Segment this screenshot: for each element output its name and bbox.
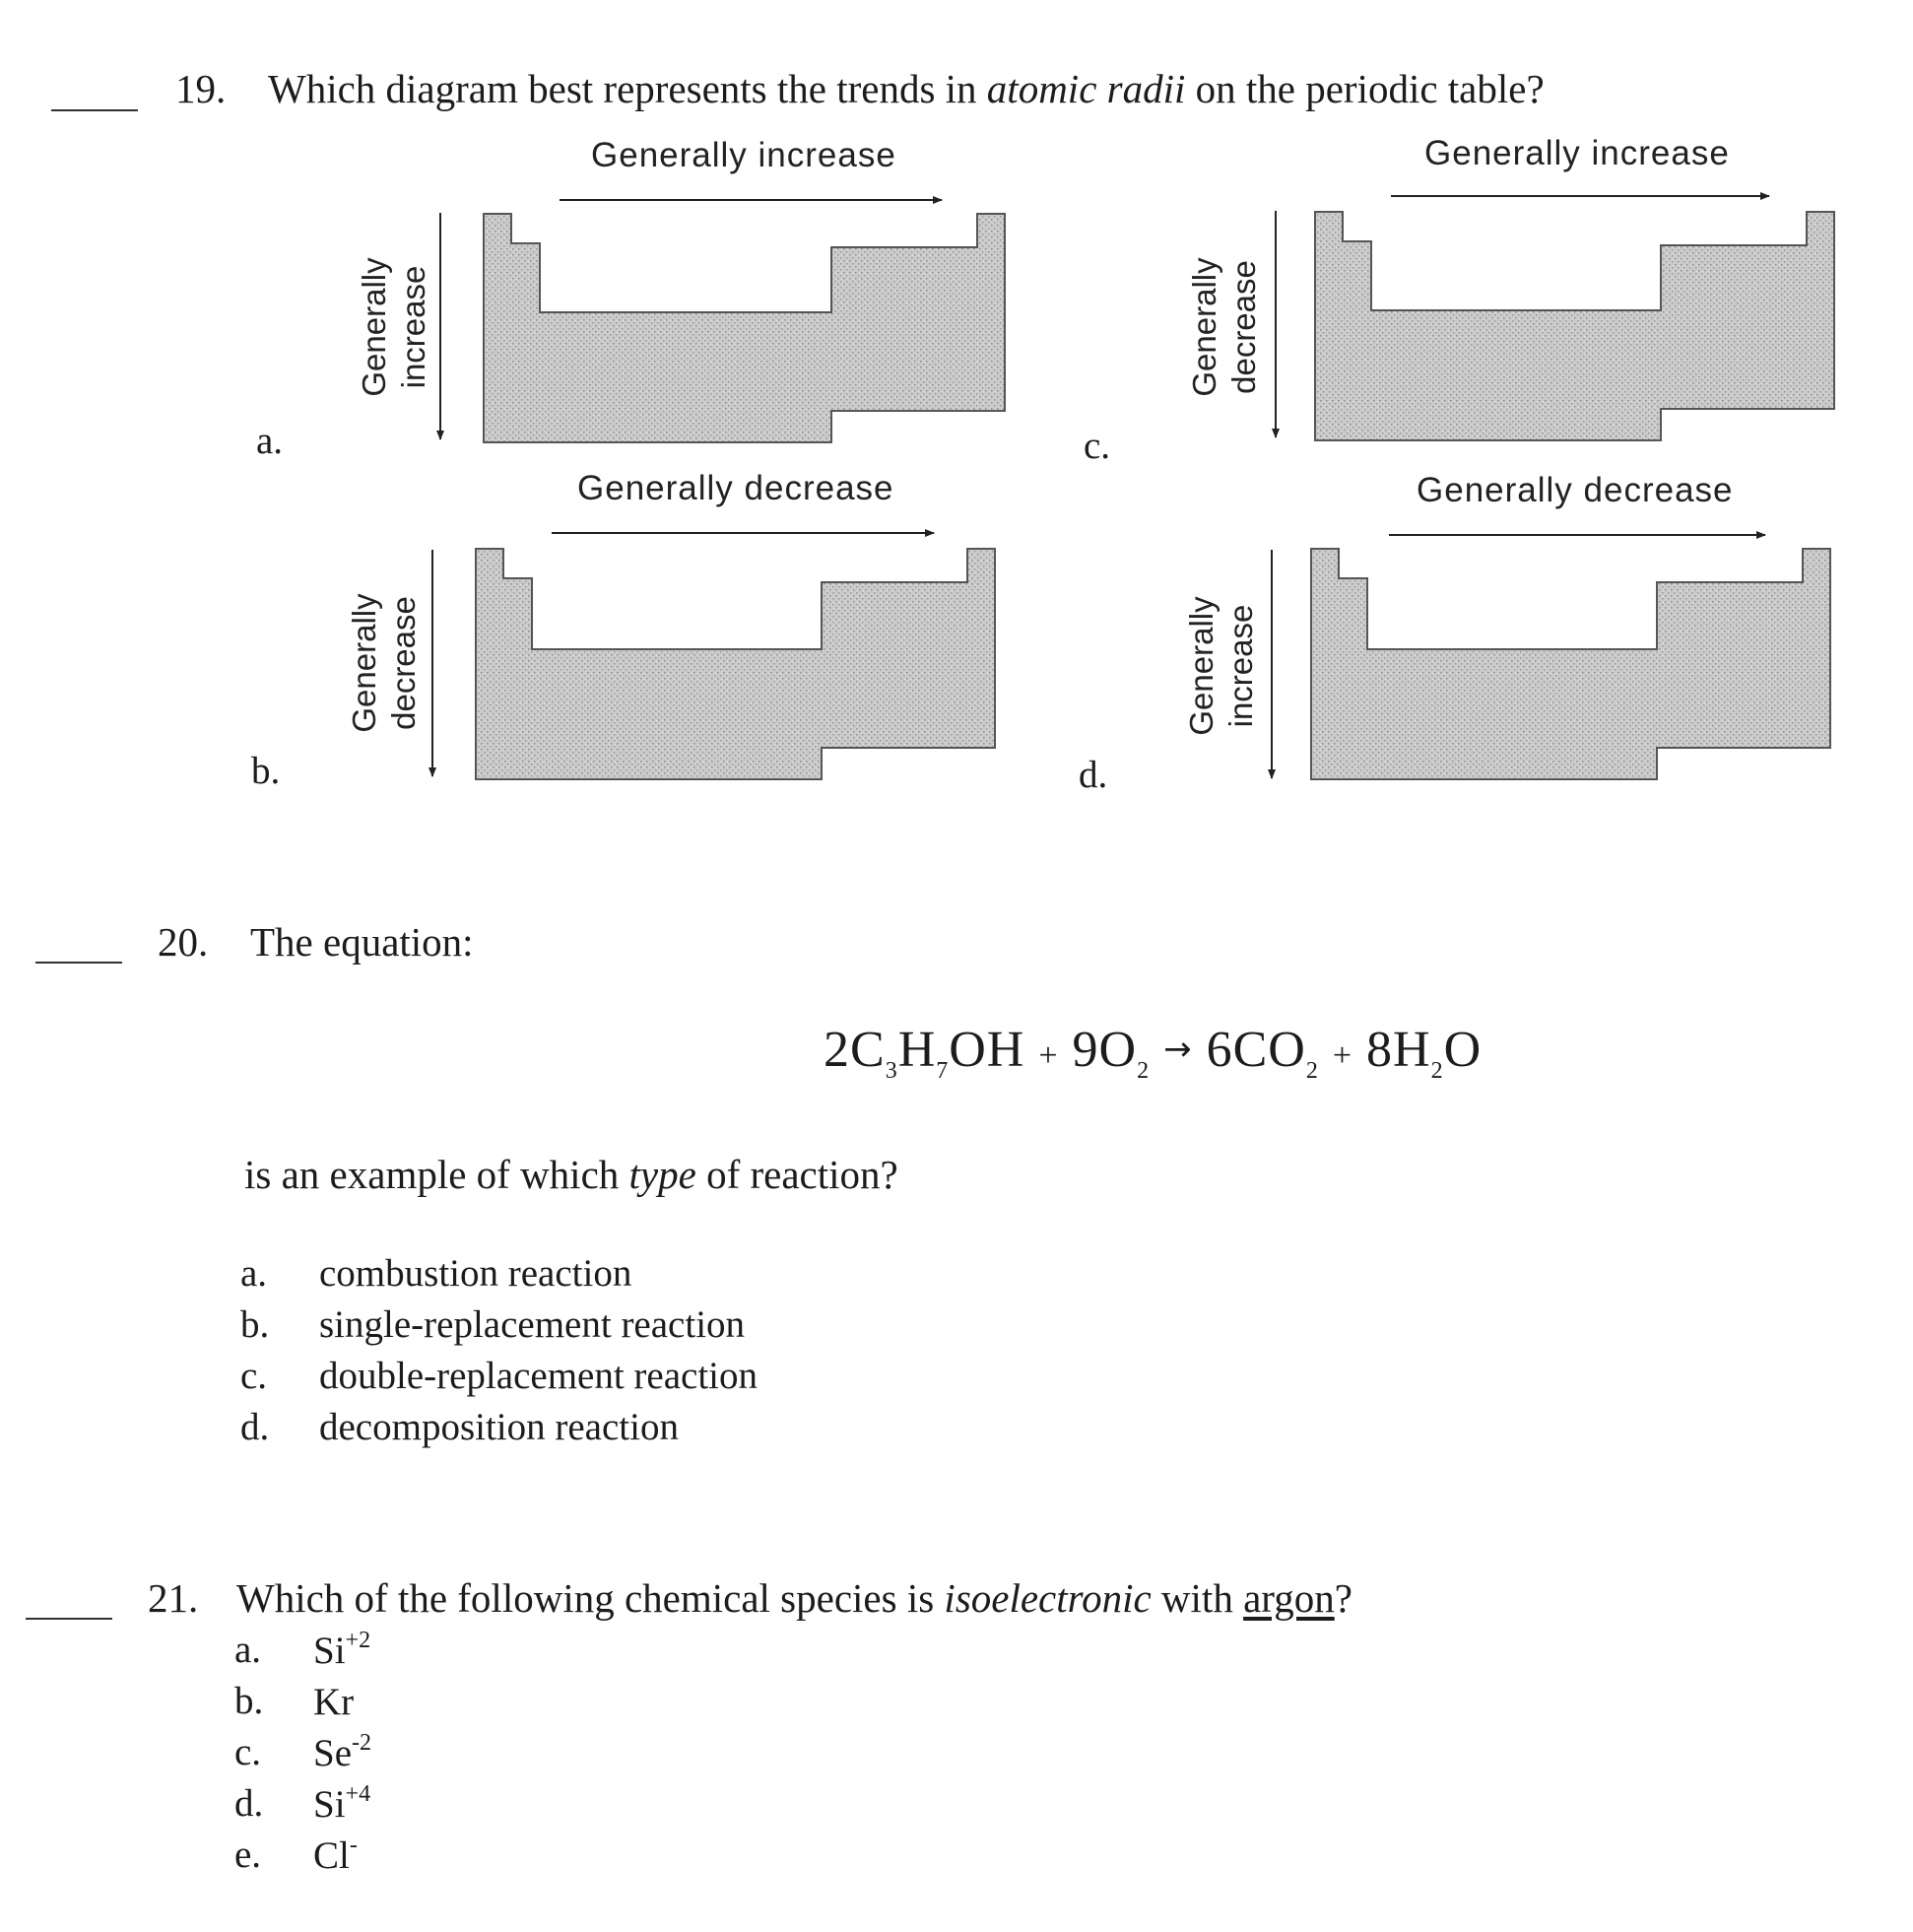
diagram-d-periodic-table (1310, 548, 1832, 780)
q21-option-a-species[interactable] (313, 1628, 370, 1673)
question-19-text (268, 65, 1545, 112)
diagram-b-periodic-table (475, 548, 997, 780)
eq-sub-5: 2 (1305, 1058, 1319, 1084)
question-19-emphasis: atomic radii (986, 66, 1186, 111)
diagram-d-horizontal-arrow (1389, 528, 1767, 542)
eq-sub-4: 2 (1137, 1058, 1151, 1084)
question-21-text-mid: with (1151, 1575, 1244, 1621)
q20-option-c-letter[interactable]: c. (240, 1355, 268, 1397)
eq-term-5: 6CO (1206, 1022, 1306, 1078)
q21-option-b-species[interactable] (313, 1679, 354, 1724)
diagram-a-side-line2: increase (395, 265, 431, 389)
q21-option-d-species[interactable] (313, 1781, 370, 1827)
q21-option-a-charge: +2 (345, 1628, 371, 1653)
q21-option-d-base: Si (313, 1783, 346, 1826)
question-19-text-end: on the periodic table? (1185, 66, 1545, 111)
q20-option-d-letter[interactable]: d. (240, 1406, 270, 1448)
diagram-d-top-label: Generally decrease (1417, 471, 1734, 509)
diagram-a-letter[interactable]: a. (256, 420, 284, 462)
diagram-c-vertical-arrow (1269, 211, 1283, 439)
diagram-a-periodic-table (483, 213, 1005, 443)
q20-option-c-text[interactable]: double-replacement reaction (319, 1355, 759, 1397)
eq-plus-2: + (1332, 1037, 1353, 1074)
chemical-equation (824, 1021, 1482, 1085)
q21-option-c-species[interactable] (313, 1730, 371, 1775)
diagram-b-top-label: Generally decrease (577, 469, 894, 507)
diagram-a-horizontal-arrow (560, 193, 944, 207)
q21-option-e-base: Cl (313, 1834, 350, 1877)
eq-arrow: → (1163, 1030, 1193, 1069)
eq-term-1: 2C (824, 1022, 886, 1078)
question-21-text (236, 1574, 1352, 1622)
q20-option-a-letter[interactable]: a. (240, 1252, 268, 1295)
question-21-text-start: Which of the following chemical species is (236, 1575, 945, 1621)
diagram-b-vertical-arrow (426, 550, 439, 778)
eq-plus-1: + (1038, 1037, 1059, 1074)
eq-sub-6: 2 (1430, 1058, 1444, 1084)
q21-option-d-letter[interactable]: d. (234, 1782, 264, 1825)
q20-option-b-letter[interactable]: b. (240, 1303, 270, 1346)
q21-option-e-charge: - (349, 1832, 358, 1858)
eq-term-3: OH (949, 1022, 1025, 1078)
eq-term-6: 8H (1366, 1022, 1431, 1078)
q21-option-e-letter[interactable]: e. (234, 1833, 262, 1876)
diagram-b-letter[interactable]: b. (251, 750, 281, 792)
q20-option-d-text[interactable]: decomposition reaction (319, 1406, 679, 1448)
eq-term-2: H (897, 1022, 937, 1078)
diagram-c-letter[interactable]: c. (1084, 425, 1111, 467)
diagram-a-side-label (355, 229, 433, 426)
q21-option-b-letter[interactable]: b. (234, 1680, 264, 1722)
diagram-a-side-line1: Generally (356, 257, 392, 397)
question-20-prompt-start: is an example of which (244, 1152, 629, 1197)
answer-blank-19[interactable] (51, 109, 138, 111)
eq-term-4: 9O (1072, 1022, 1138, 1078)
diagram-c-periodic-table (1314, 211, 1836, 441)
diagram-b-side-line2: decrease (385, 596, 422, 730)
diagram-c-side-line2: decrease (1225, 260, 1262, 394)
question-20-prompt-end: of reaction? (695, 1152, 898, 1197)
answer-blank-21[interactable] (26, 1618, 112, 1620)
question-20-intro: The equation: (250, 919, 474, 965)
diagram-a-vertical-arrow (433, 213, 447, 441)
diagram-c-side-line1: Generally (1186, 257, 1222, 397)
q21-option-c-base: Se (313, 1732, 352, 1774)
question-19-number: 19. (175, 66, 227, 111)
question-21-text-end: ? (1334, 1575, 1352, 1621)
eq-term-7: O (1443, 1022, 1483, 1078)
diagram-d-vertical-arrow (1265, 550, 1279, 780)
diagram-c-horizontal-arrow (1391, 189, 1771, 203)
diagram-d-side-line2: increase (1222, 604, 1259, 728)
eq-sub-2: 7 (936, 1058, 950, 1084)
question-20-emphasis: type (628, 1152, 696, 1197)
q21-option-d-charge: +4 (345, 1781, 371, 1807)
diagram-c-top-label: Generally increase (1424, 134, 1730, 172)
q21-option-a-base: Si (313, 1630, 346, 1672)
diagram-b-side-label (345, 565, 424, 762)
diagram-d-letter[interactable]: d. (1079, 754, 1108, 796)
diagram-d-side-line1: Generally (1183, 596, 1220, 736)
q21-option-c-charge: -2 (352, 1730, 371, 1756)
answer-blank-20[interactable] (35, 962, 122, 964)
q20-option-a-text[interactable]: combustion reaction (319, 1252, 632, 1295)
diagram-d-side-label (1182, 567, 1261, 765)
q21-option-e-species[interactable] (313, 1832, 358, 1878)
q21-option-b-base: Kr (313, 1681, 355, 1723)
question-20-number: 20. (158, 919, 209, 965)
question-21-number: 21. (148, 1575, 199, 1621)
question-19-text-start: Which diagram best represents the trends in (268, 66, 987, 111)
eq-sub-1: 3 (885, 1058, 898, 1084)
question-21-underlined: argon (1243, 1575, 1335, 1621)
q20-option-b-text[interactable]: single-replacement reaction (319, 1303, 746, 1346)
diagram-b-horizontal-arrow (552, 526, 936, 540)
question-20-prompt (244, 1151, 898, 1198)
q21-option-c-letter[interactable]: c. (234, 1731, 262, 1773)
diagram-b-side-line1: Generally (346, 593, 382, 733)
q21-option-a-letter[interactable]: a. (234, 1629, 262, 1671)
question-21-emphasis: isoelectronic (944, 1575, 1152, 1621)
diagram-a-top-label: Generally increase (591, 136, 896, 174)
diagram-c-side-label (1185, 229, 1264, 426)
